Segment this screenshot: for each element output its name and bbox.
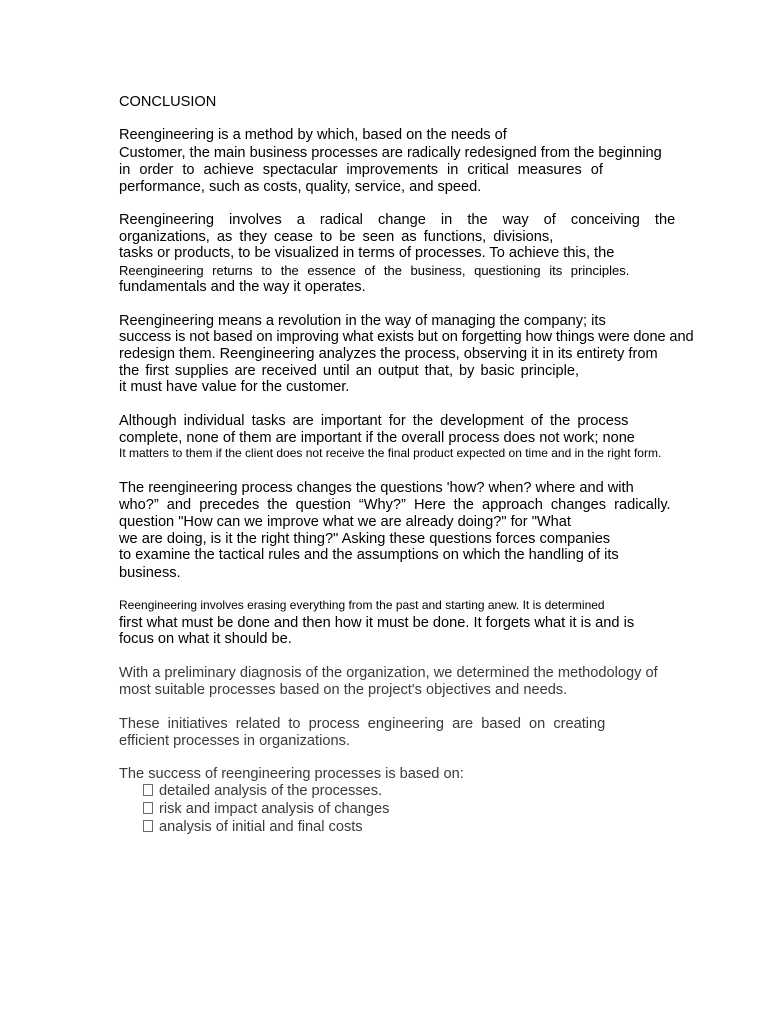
p9-intro: The success of reengineering processes is based on: — [119, 766, 464, 782]
checkbox-bullet-icon — [143, 820, 153, 832]
p8-line-2: efficient processes in organizations. — [119, 733, 350, 749]
document-heading: CONCLUSION — [119, 94, 217, 110]
p5-line-1: The reengineering process changes the questions 'how? when? where and with — [119, 480, 634, 496]
list-item-text: risk and impact analysis of changes — [159, 801, 390, 817]
list-item-text: detailed analysis of the processes. — [159, 783, 383, 799]
p3-line-4: the first supplies are received until an output that, by basic principle, — [119, 363, 580, 379]
list-item — [143, 784, 382, 799]
p2-line-1: Reengineering involves a radical change in the way of conceiving the — [119, 212, 676, 228]
p6-line-3: focus on what it should be. — [119, 631, 292, 647]
p1-line-3: in order to achieve spectacular improvements in critical measures of — [119, 162, 603, 178]
p2-line-4: Reengineering returns to the essence of the business, questioning its principles. — [119, 263, 630, 278]
list-item — [143, 820, 363, 835]
p7-line-2: most suitable processes based on the project's objectives and needs. — [119, 682, 568, 698]
p6-line-2: first what must be done and then how it must be done. It forgets what it is and is — [119, 615, 635, 631]
p5-line-5: to examine the tactical rules and the assumptions on which the handling of its — [119, 547, 619, 563]
p5-line-3: question "How can we improve what we are already doing?" for "What — [119, 514, 571, 530]
p8-line-1: These initiatives related to process engineering are based on creating — [119, 716, 606, 732]
p3-line-5: it must have value for the customer. — [119, 379, 350, 395]
list-item — [143, 802, 389, 817]
p5-line-4: we are doing, is it the right thing?" Asking these questions forces companies — [119, 531, 611, 547]
p7-line-1: With a preliminary diagnosis of the organization, we determined the methodology of — [119, 665, 658, 681]
p2-line-3: tasks or products, to be visualized in terms of processes. To achieve this, the — [119, 245, 615, 261]
list-item-text: analysis of initial and final costs — [159, 819, 363, 835]
p1-line-4: performance, such as costs, quality, service, and speed. — [119, 179, 482, 195]
checkbox-bullet-icon — [143, 802, 153, 814]
p3-line-1: Reengineering means a revolution in the way of managing the company; its — [119, 313, 606, 329]
p5-line-6: business. — [119, 565, 181, 581]
p1-line-2: Customer, the main business processes are radically redesigned from the beginning — [119, 145, 662, 161]
p4-line-3: It matters to them if the client does not receive the final product expected on time and in the right form. — [119, 446, 662, 460]
p3-line-3: redesign them. Reengineering analyzes the process, observing it in its entirety from — [119, 346, 658, 362]
p3-line-2: success is not based on improving what exists but on forgetting how things were done and — [119, 329, 694, 345]
checkbox-bullet-icon — [143, 784, 153, 796]
p4-line-2: complete, none of them are important if the overall process does not work; none — [119, 430, 635, 446]
p6-line-1: Reengineering involves erasing everything from the past and starting anew. It is determined — [119, 598, 605, 612]
p2-line-2: organizations, as they cease to be seen as functions, divisions, — [119, 229, 554, 245]
p4-line-1: Although individual tasks are important for the development of the process — [119, 413, 629, 429]
p2-line-5: fundamentals and the way it operates. — [119, 279, 366, 295]
p1-line-1: Reengineering is a method by which, based on the needs of — [119, 127, 507, 143]
p5-line-2: who?” and precedes the question “Why?” Here the approach changes radically. — [119, 497, 671, 513]
